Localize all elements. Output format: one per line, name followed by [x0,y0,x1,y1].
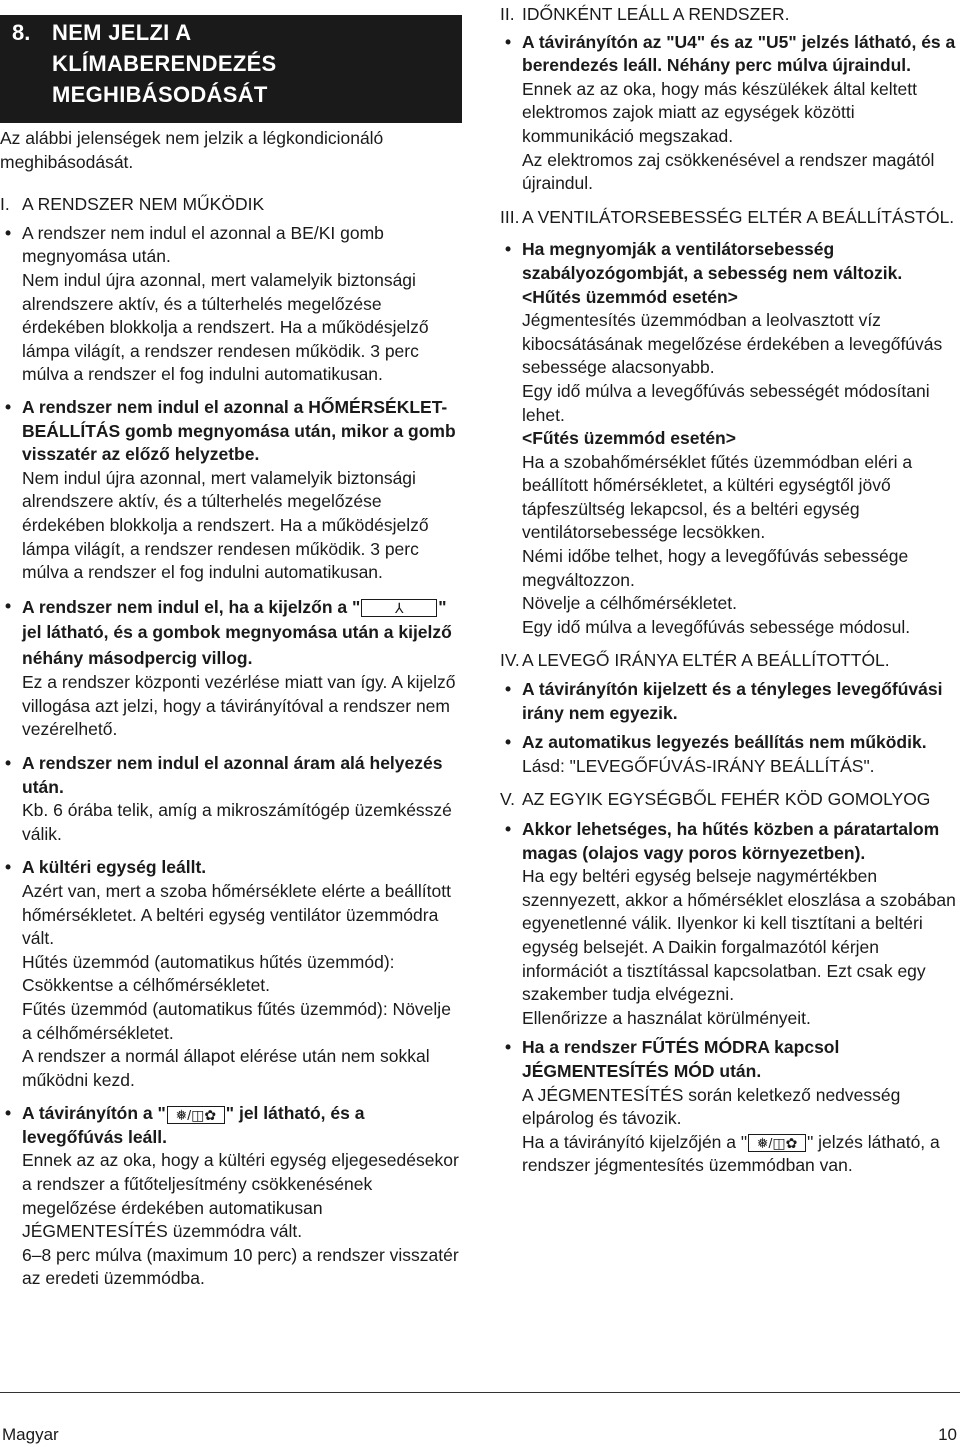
bullet: • [505,31,512,52]
list-item: • A távirányítón kijelzett és a tényleges levegőfúvási irány nem egyezik. [505,679,943,723]
list-item: • A távirányítón a " ❅/◫✿ " jel látható, és a levegőfúvás leáll. Ennek az az oka, hogy a kültéri egység eljegesedésekor a rendszer a fűtőteljesítmény csökkenésének megelőzése érdekében automatikusan JÉGMENTESÍTÉS üzemmódra vált. 6–8 perc múlva (maximum 10 perc) a rendszer visszatér az eredeti üzemmódba. [5,1103,459,1289]
list-item: • A rendszer nem indul el, ha a kijelzőn a " ⅄ " jel látható, és a gombok megnyomása után a kijelző néhány másodpercig villog. Ez a rendszer központi vezérlése miatt van így. A kijelző villogása azt jelzi, hogy a távirányítóval a rendszer nem vezérelhető. [5,595,456,740]
central-control-icon: ⅄ [361,599,437,617]
bullet: • [5,222,12,243]
subsection-heading: I. A RENDSZER NEM MŰKÖDIK [0,194,265,215]
list-item: • A kültéri egység leállt. Azért van, mert a szoba hőmérséklete elérte a beállított hőmérsékletet. A beltéri egység ventilátor üzemmódra vált. Hűtés üzemmód (automatikus hűtés üzemmód): Csökkentse a célhőmérsékletet. Fűtés üzemmód (automatikus fűtés üzemmód): Növelje a célhőmérsékletet. A rendszer a normál állapot elérése után nem sokkal működni kezd. [5,857,451,1090]
page-number: 10 [938,1425,957,1444]
bullet: • [5,752,12,773]
list-item: • Az automatikus legyezés beállítás nem működik. Lásd: "LEVEGŐFÚVÁS-IRÁNY BEÁLLÍTÁS". [505,732,927,776]
subsection-heading: IV. A LEVEGŐ IRÁNYA ELTÉR A BEÁLLÍTOTTÓL. [500,650,890,671]
section-title: NEM JELZI A KLÍMABERENDEZÉS MEGHIBÁSODÁSÁT [52,20,277,107]
bullet: • [505,1037,512,1058]
list-item: • A távirányítón az "U4" és az "U5" jelzés látható, és a berendezés leáll. Néhány perc múlva újraindul. Ennek az az oka, hogy más készülékek által keltett elektromos zajok miatt az egységek közötti kommunikáció megszakad. Az elektromos zaj csökkenésével a rendszer magától újraindul. [505,31,956,194]
right-column [500,3,960,1178]
list-item: • A rendszer nem indul el azonnal a HŐMÉRSÉKLET-BEÁLLÍTÁS gomb megnyomása után, mikor a gomb visszatér az előző helyzetbe. Nem indul újra azonnal, mert valamelyik biztonsági alrendszere aktív, és a túlterhelés megelőzése érdekében blokkolja a rendszert. Ha a működésjelző lámpa világít, a rendszer rendesen működik. 3 perc múlva a rendszer el fog indulni automatikusan. [5,396,456,583]
subsection-heading: II. IDŐNKÉNT LEÁLL A RENDSZER. [500,4,790,24]
bullet: • [505,239,512,260]
defrost-icon: ❅/◫✿ [748,1134,806,1152]
section-header [0,15,462,123]
left-column [0,0,462,1291]
bullet: • [5,1103,12,1124]
bullet: • [505,732,512,753]
defrost-icon: ❅/◫✿ [167,1106,225,1124]
list-item: • Ha megnyomják a ventilátorsebesség szabályozógombját, a sebesség nem változik. <Hűtés üzemmód esetén> Jégmentesítés üzemmódban a leolvasztott víz kibocsátásának megelőzése érdekében a levegőfúvás sebessége alacsonyabb. Egy idő múlva a levegőfúvás sebességét módosítani lehet. <Fűtés üzemmód esetén> Ha a szobahőmérséklet fűtés üzemmódban eléri a beállított hőmérsékletet, a kültéri egységtől jövő tápfeszültség lekapcsol, és a beltéri egység ventilátorsebessége lecsökken. Némi időbe telhet, hogy a levegőfúvás sebessége megváltozzon. Növelje a célhőmérsékletet. Egy idő múlva a levegőfúvás sebessége módosul. [505,239,943,637]
intro-text: Az alábbi jelenségek nem jelzik a légkondicionáló meghibásodását. [0,128,384,172]
list-item: • A rendszer nem indul el azonnal a BE/KI gomb megnyomása után. Nem indul újra azonnal, mert valamelyik biztonsági alrendszere aktív, és a túlterhelés megelőzése érdekében blokkolja a rendszert. Ha a működésjelző lámpa világít, a rendszer rendesen működik. 3 perc múlva a rendszer el fog indulni automatikusan. [5,222,429,385]
list-item: • Ha a rendszer FŰTÉS MÓDRA kapcsol JÉGMENTESÍTÉS MÓD után. A JÉGMENTESÍTÉS során keletkező nedvesség elpárolog és távozik. Ha a távirányító kijelzőjén a " ❅/◫✿ " jelzés látható, a rendszer jégmentesítés üzemmódban van. [505,1037,940,1176]
list-item: • Akkor lehetséges, ha hűtés közben a páratartalom magas (olajos vagy poros környezetben). Ha egy beltéri egység belseje nagymértékben szennyezett, akkor a hőmérséklet eloszlása a szobában egyenetlenné válik. Ilyenkor ki kell tisztítani a beltéri egység belsejét. A Daikin forgalmazótól kérjen információt a tisztítással kapcsolatban. Ezt csak egy szakember tudja elvégezni. Ellenőrizze a használat körülményeit. [505,819,956,1028]
bullet: • [5,857,12,878]
subsection-heading: V. AZ EGYIK EGYSÉGBŐL FEHÉR KÖD GOMOLYOG [500,789,931,810]
footer-language: Magyar [2,1425,59,1444]
bullet: • [505,679,512,700]
bullet: • [5,396,12,417]
bullet: • [5,595,12,616]
list-item: • A rendszer nem indul el azonnal áram alá helyezés után. Kb. 6 órába telik, amíg a mikroszámítógép üzemkésszé válik. [5,752,452,844]
bullet: • [505,819,512,839]
subsection-heading: III. A VENTILÁTORSEBESSÉG ELTÉR A BEÁLLÍTÁSTÓL. [500,206,955,227]
footer-divider [0,1392,960,1393]
section-number: 8. [12,20,31,45]
